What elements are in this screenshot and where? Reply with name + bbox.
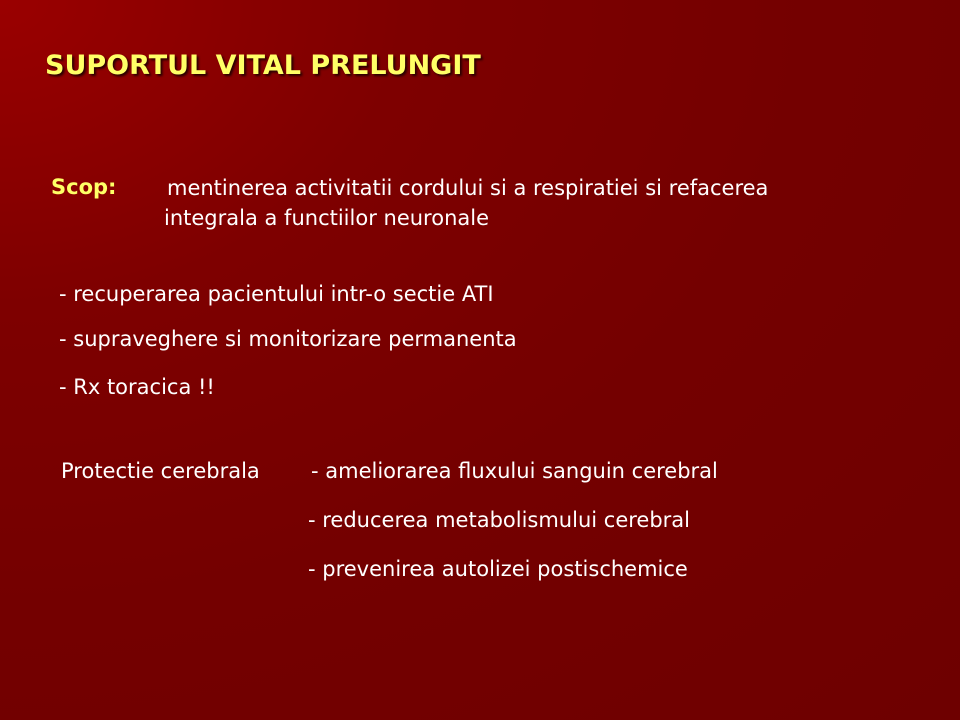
bullet-item: - supraveghere si monitorizare permanenta: [59, 327, 517, 351]
scop-text-line-1: mentinerea activitatii cordului si a respiratiei si refacerea: [167, 176, 769, 200]
protectie-item: - ameliorarea fluxului sanguin cerebral: [311, 459, 718, 483]
bullet-item: - Rx toracica !!: [59, 375, 215, 399]
scop-label: Scop:: [51, 175, 117, 199]
protectie-item: - prevenirea autolizei postischemice: [308, 557, 688, 581]
protectie-label: Protectie cerebrala: [61, 459, 260, 483]
protectie-item: - reducerea metabolismului cerebral: [308, 508, 690, 532]
slide-title: SUPORTUL VITAL PRELUNGIT: [45, 50, 481, 81]
scop-text-line-2: integrala a functiilor neuronale: [164, 206, 489, 230]
bullet-item: - recuperarea pacientului intr-o sectie ATI: [59, 282, 494, 306]
